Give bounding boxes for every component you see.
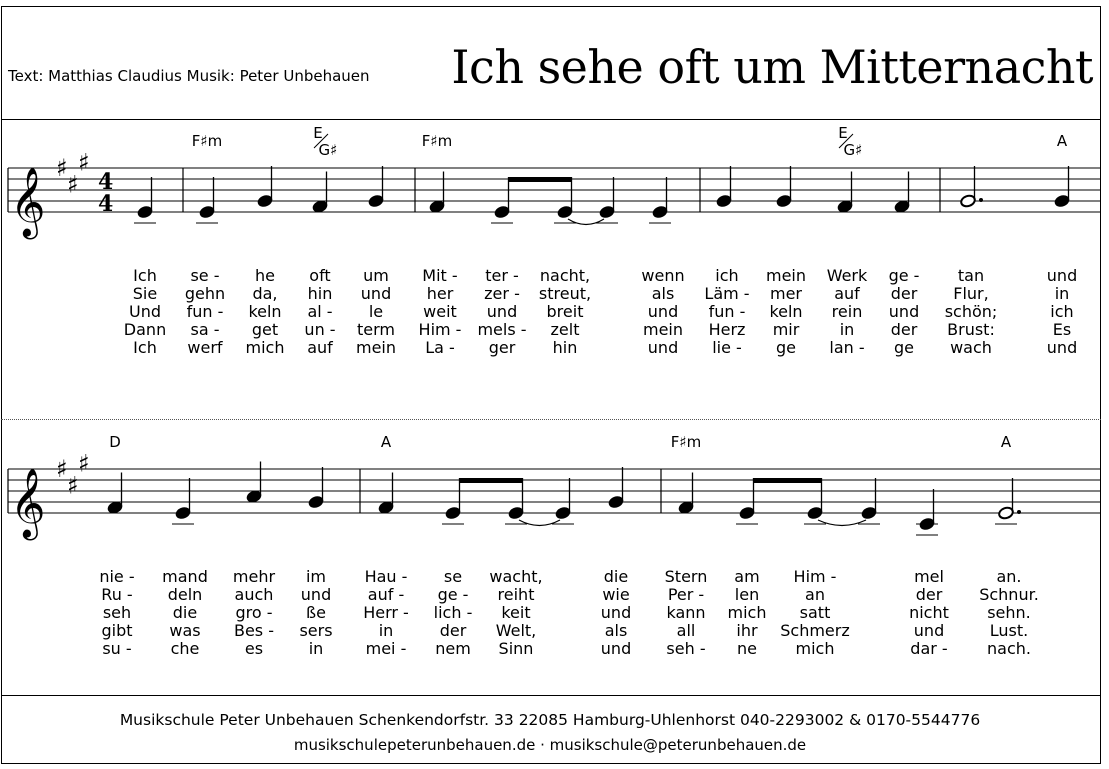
lyric-syllable: ge	[776, 338, 796, 357]
lyric-syllable: lie -	[712, 338, 742, 357]
lyric-syllable: mer	[769, 284, 803, 303]
beam	[509, 177, 572, 182]
lyric-syllable: nicht	[909, 603, 949, 622]
lyric-syllable: wach	[950, 338, 992, 357]
note-head	[960, 194, 977, 208]
lyric-syllable: ne	[737, 639, 757, 658]
lyric-syllable: mir	[772, 320, 800, 339]
lyric-syllable: ge	[894, 338, 914, 357]
lyric-syllable: und	[360, 284, 392, 303]
note-head	[608, 495, 625, 509]
lyric-syllable: ge -	[437, 585, 469, 604]
lyric-syllable: die	[603, 567, 629, 586]
lyric-syllable: Mit -	[422, 266, 458, 285]
lyric-syllable: al -	[307, 302, 333, 321]
lyric-syllable: Ich	[133, 338, 157, 357]
key-sharp-icon: ♯	[56, 154, 68, 182]
lyric-syllable: an.	[996, 567, 1022, 586]
lyric-syllable: ße	[306, 603, 326, 622]
lyric-syllable: sers	[299, 621, 333, 640]
lyric-syllable: se -	[190, 266, 220, 285]
lyric-syllable: hin	[307, 284, 333, 303]
lyric-syllable: hin	[552, 338, 578, 357]
lyric-syllable: reiht	[497, 585, 535, 604]
chord-symbol: A	[380, 433, 392, 451]
lyric-syllable: Hau -	[364, 567, 408, 586]
lyric-syllable: der	[890, 284, 918, 303]
note-head	[378, 500, 395, 514]
note-head	[312, 199, 329, 213]
lyric-syllable: La -	[425, 338, 455, 357]
song-title: Ich sehe oft um Mitternacht	[451, 40, 1093, 94]
lyric-syllable: Herz	[708, 320, 746, 339]
key-sharp-icon: ♯	[67, 170, 79, 199]
chord-symbol	[313, 124, 337, 159]
lyric-syllable: Him -	[418, 320, 462, 339]
lyric-syllable: len	[734, 585, 760, 604]
lyric-syllable: und	[1046, 338, 1078, 357]
note-head	[894, 199, 911, 213]
dot	[979, 198, 983, 202]
key-sharp-icon: ♯	[78, 449, 90, 478]
note-head	[555, 506, 572, 520]
lyric-syllable: um	[363, 266, 389, 285]
note-head	[257, 194, 274, 208]
note-head	[308, 495, 325, 509]
lyric-syllable: mel	[914, 567, 944, 586]
lyric-syllable: in	[1054, 284, 1070, 303]
lyric-syllable: Sinn	[498, 639, 534, 658]
lyric-syllable: und	[600, 603, 632, 622]
lyric-syllable: wacht,	[489, 567, 543, 586]
lyric-syllable: lan -	[829, 338, 865, 357]
lyric-syllable: mich	[795, 639, 835, 658]
lyric-syllable: am	[734, 567, 760, 586]
lyric-syllable: werf	[187, 338, 223, 357]
lyric-syllable: mein	[642, 320, 684, 339]
note-head	[199, 205, 216, 219]
lyric-syllable: oft	[309, 266, 331, 285]
lyric-syllable: get	[251, 320, 279, 339]
lyric-syllable: Dann	[123, 320, 167, 339]
note-head	[599, 205, 616, 219]
lyric-syllable: der	[915, 585, 943, 604]
note-head	[508, 506, 525, 520]
lyric-syllable: all	[676, 621, 696, 640]
lyric-syllable: Werk	[826, 266, 868, 285]
lyric-syllable: ihr	[736, 621, 758, 640]
lyric-syllable: keit	[501, 603, 531, 622]
lyric-syllable: Bes -	[233, 621, 275, 640]
lyric-syllable: che	[170, 639, 200, 658]
lyric-syllable: weit	[423, 302, 457, 321]
chord-bass: G♯	[318, 141, 338, 159]
lyric-syllable: dar -	[910, 639, 948, 658]
lyric-syllable: deln	[167, 585, 203, 604]
tie	[568, 219, 604, 225]
lyric-syllable: ich	[1050, 302, 1074, 321]
time-signature-bottom: 4	[98, 191, 114, 217]
lyric-syllable: Und	[128, 302, 162, 321]
chord-symbol	[838, 124, 862, 159]
lyric-syllable: und	[647, 338, 679, 357]
lyric-syllable: gibt	[101, 621, 133, 640]
lyric-syllable: was	[169, 621, 201, 640]
lyric-syllable: auch	[234, 585, 274, 604]
credits-text: Text: Matthias Claudius Musik: Peter Unbehauen	[8, 67, 370, 85]
lyric-syllable: fun -	[708, 302, 746, 321]
lyric-syllable: satt	[799, 603, 831, 622]
lyric-syllable: auf	[834, 284, 860, 303]
chord-bass: G♯	[843, 141, 863, 159]
lyric-syllable: wenn	[641, 266, 685, 285]
lyric-syllable: und	[486, 302, 518, 321]
lyric-syllable: se	[443, 567, 463, 586]
note-head	[861, 506, 878, 520]
lyric-syllable: sehn.	[987, 603, 1031, 622]
lyric-syllable: Per -	[667, 585, 705, 604]
note-head	[807, 506, 824, 520]
lyric-syllable: Schnur.	[979, 585, 1039, 604]
lyric-syllable: her	[426, 284, 454, 303]
lyric-syllable: sa -	[190, 320, 220, 339]
lyric-syllable: auf -	[367, 585, 405, 604]
lyric-syllable: in	[378, 621, 394, 640]
lyric-syllable: im	[305, 567, 327, 586]
note-head	[557, 205, 574, 219]
lyric-syllable: mehr	[232, 567, 276, 586]
note-head	[837, 199, 854, 213]
note-head	[445, 506, 462, 520]
lyric-syllable: mand	[162, 567, 208, 586]
lyric-syllable: Ich	[133, 266, 157, 285]
lyric-syllable: in	[308, 639, 324, 658]
key-sharp-icon: ♯	[67, 471, 79, 500]
footer-web: musikschulepeterunbehauen.de · musikschule@peterunbehauen.de	[293, 736, 807, 754]
lyric-syllable: mei -	[365, 639, 407, 658]
note-head	[494, 205, 511, 219]
lyric-syllable: da,	[252, 284, 278, 303]
key-sharp-icon: ♯	[56, 455, 68, 483]
lyric-syllable: he	[255, 266, 275, 285]
lyric-syllable: an	[805, 585, 825, 604]
lyric-syllable: gro -	[235, 603, 273, 622]
chord-symbol: D	[109, 433, 121, 451]
lyric-syllable: ge -	[888, 266, 920, 285]
lyric-syllable: als	[604, 621, 628, 640]
chord-symbol: A	[1000, 433, 1012, 451]
lyric-syllable: Brust:	[947, 320, 995, 339]
note-head	[246, 489, 263, 503]
lyric-syllable: breit	[546, 302, 584, 321]
lyric-syllable: nach.	[987, 639, 1031, 658]
note-head	[137, 205, 154, 219]
chord-root: E	[313, 124, 323, 142]
lyric-syllable: in	[839, 320, 855, 339]
lyric-syllable: ich	[715, 266, 739, 285]
lyric-syllable: Stern	[664, 567, 708, 586]
lyric-syllable: keln	[248, 302, 282, 321]
chord-symbol: F♯m	[670, 433, 702, 451]
note-head	[998, 506, 1015, 520]
lyric-syllable: es	[244, 639, 264, 658]
chord-root: E	[838, 124, 848, 142]
treble-clef-icon: 𝄞	[10, 468, 46, 538]
chord-symbol: A	[1056, 132, 1068, 150]
lyric-syllable: Lust.	[989, 621, 1029, 640]
lyric-syllable: Es	[1052, 320, 1072, 339]
note-head	[1054, 194, 1071, 208]
lyric-syllable: mich	[727, 603, 767, 622]
lyric-syllable: seh	[102, 603, 132, 622]
lyric-syllable: und	[300, 585, 332, 604]
lyric-syllable: nacht,	[539, 266, 591, 285]
lyric-syllable: Sie	[132, 284, 158, 303]
lyric-syllable: der	[890, 320, 918, 339]
lyric-syllable: und	[913, 621, 945, 640]
lyric-syllable: mein	[765, 266, 807, 285]
lyric-syllable: su -	[102, 639, 132, 658]
lyric-syllable: als	[651, 284, 675, 303]
note-head	[919, 517, 936, 531]
lyric-syllable: nem	[435, 639, 471, 658]
chord-symbol: F♯m	[191, 132, 223, 150]
lyric-syllable: rein	[831, 302, 863, 321]
lyric-syllable: Ru -	[101, 585, 133, 604]
note-head	[678, 500, 695, 514]
lyric-syllable: le	[368, 302, 384, 321]
lyric-syllable: mich	[245, 338, 285, 357]
note-head	[175, 506, 192, 520]
dot	[1017, 510, 1021, 514]
lyric-syllable: tan	[957, 266, 985, 285]
footer-address: Musikschule Peter Unbehauen Schenkendorfstr. 33 22085 Hamburg-Uhlenhorst 040-2293002 & 0170-5544776	[119, 711, 981, 729]
lyric-syllable: term	[357, 320, 395, 339]
lyric-syllable: zelt	[550, 320, 580, 339]
lyric-syllable: und	[600, 639, 632, 658]
lyric-syllable: kann	[666, 603, 706, 622]
lyric-syllable: ter -	[485, 266, 519, 285]
lyric-syllable: un -	[304, 320, 336, 339]
tie	[519, 520, 560, 526]
lyric-syllable: fun -	[186, 302, 224, 321]
beam	[460, 478, 523, 483]
lyric-syllable: keln	[769, 302, 803, 321]
note-head	[776, 194, 793, 208]
lyric-syllable: mein	[355, 338, 397, 357]
lyric-syllable: seh -	[666, 639, 706, 658]
note-head	[716, 194, 733, 208]
lyric-syllable: ger	[488, 338, 516, 357]
note-head	[107, 500, 124, 514]
note-head	[652, 205, 669, 219]
lyric-syllable: Welt,	[495, 621, 537, 640]
note-head	[739, 506, 756, 520]
tie	[818, 520, 866, 526]
time-signature-top: 4	[98, 169, 114, 195]
lyric-syllable: Herr -	[363, 603, 409, 622]
beam	[754, 478, 822, 483]
lyric-syllable: wie	[602, 585, 630, 604]
lyric-syllable: und	[1046, 266, 1078, 285]
note-head	[368, 194, 385, 208]
lyric-syllable: und	[888, 302, 920, 321]
treble-clef-icon: 𝄞	[10, 167, 46, 237]
chord-symbol: F♯m	[421, 132, 453, 150]
lyric-syllable: zer -	[484, 284, 520, 303]
lyric-syllable: Läm -	[704, 284, 750, 303]
lyric-syllable: Schmerz	[780, 621, 850, 640]
lyric-syllable: Flur,	[953, 284, 989, 303]
lyric-syllable: lich -	[433, 603, 473, 622]
lyric-syllable: der	[439, 621, 467, 640]
lyric-syllable: die	[172, 603, 198, 622]
lyric-syllable: auf	[307, 338, 333, 357]
lyric-syllable: schön;	[944, 302, 998, 321]
note-head	[429, 199, 446, 213]
lyric-syllable: Him -	[793, 567, 837, 586]
lyric-syllable: und	[647, 302, 679, 321]
lyric-syllable: gehn	[184, 284, 226, 303]
key-sharp-icon: ♯	[78, 148, 90, 177]
lyric-syllable: streut,	[538, 284, 592, 303]
lyric-syllable: mels -	[477, 320, 527, 339]
lyric-syllable: nie -	[99, 567, 135, 586]
